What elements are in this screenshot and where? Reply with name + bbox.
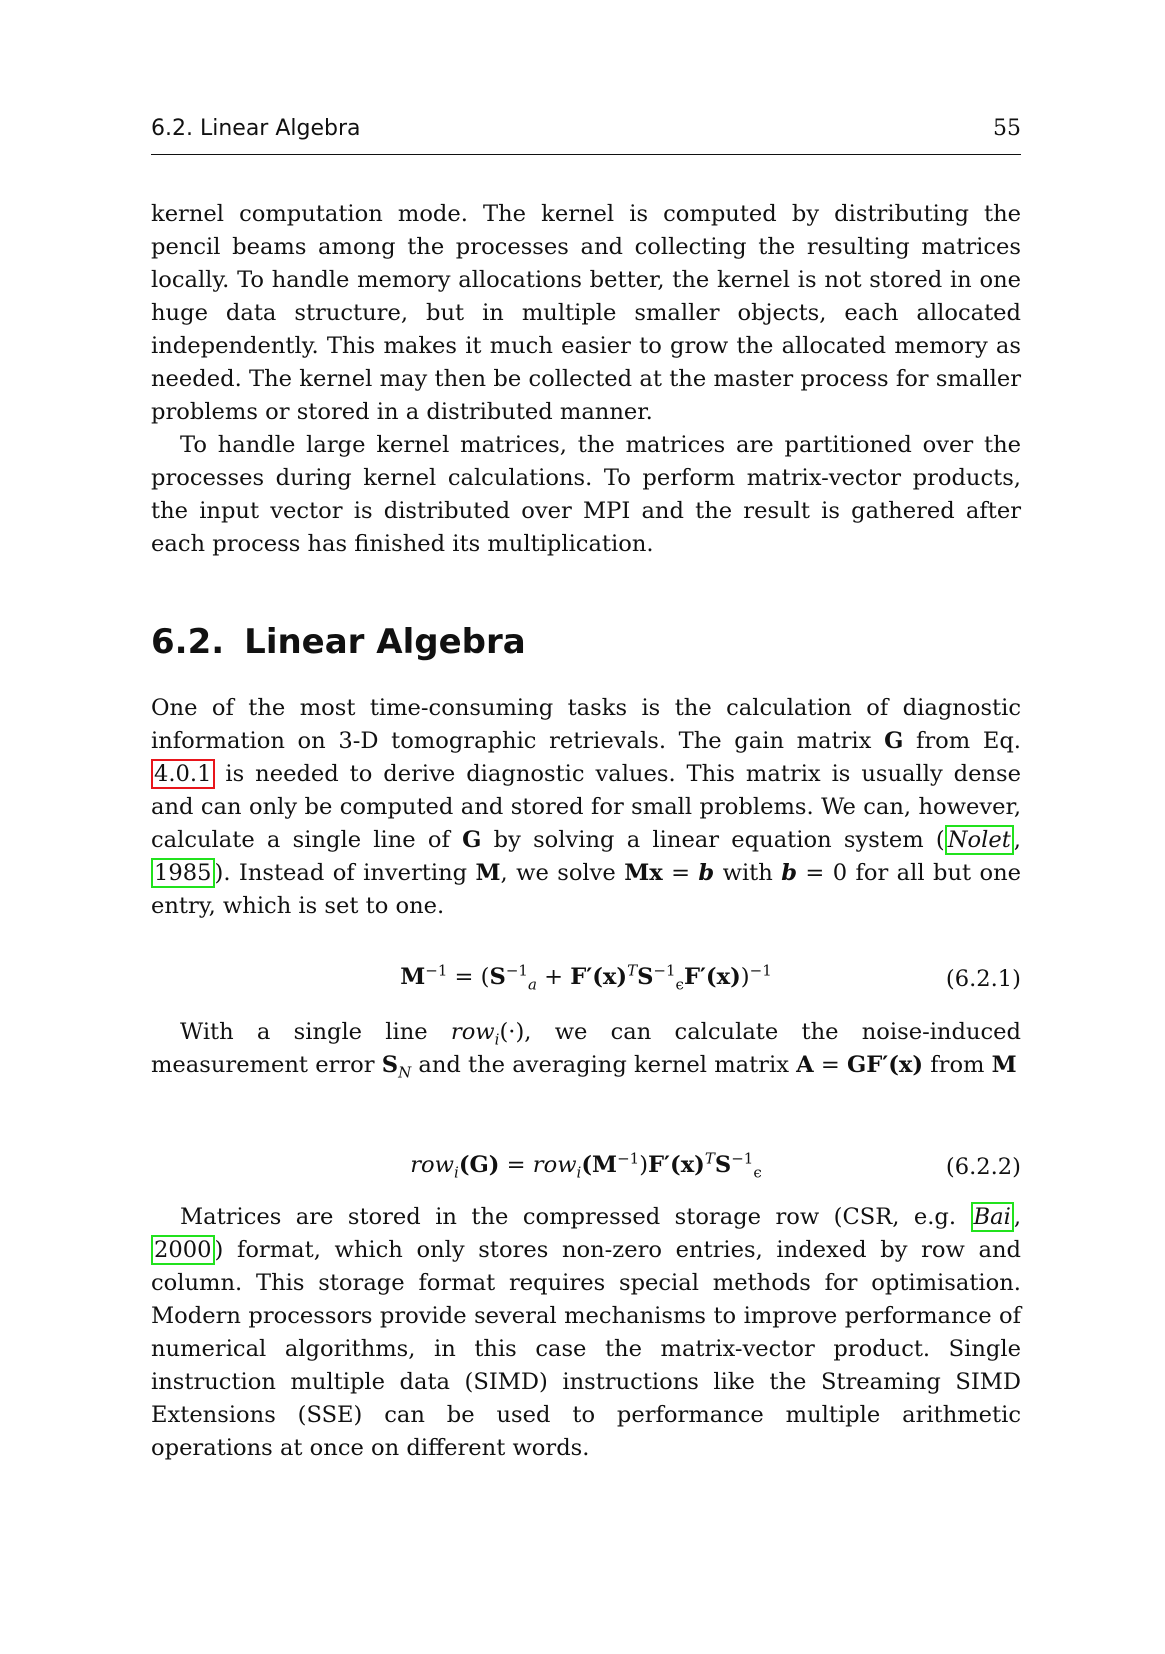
equation-6-2-2-math: $row_i(G) = row_i(M^{-1})F'(x)^TS^{-1}_\epsilon$ — [410, 1149, 762, 1182]
section-heading — [151, 622, 526, 662]
running-header — [151, 112, 1021, 155]
section-text — [151, 692, 1021, 923]
equation-6-2-1-math: $M^{-1} = (S^{-1}_a + F'(x)^TS^{-1}_\epsilon F'(x))^{-1}$ — [400, 961, 772, 994]
paragraph-kernel-computation: kernel computation mode. The kernel is computed by distributing the pencil beams among the processes and collecting the resulting matrices locally. To handle memory allocations better, the kernel is not stored in one huge data structure, but in multiple smaller objects, each allocated independently. This makes it much easier to grow the allocated memory as needed. The kernel may then be collected at the master process for smaller problems or stored in a distributed manner. — [151, 201, 1021, 425]
citation-link-nolet-author[interactable]: Nolet — [945, 825, 1014, 855]
citation-link-nolet-year[interactable]: 1985 — [151, 858, 215, 888]
equation-link-4-0-1[interactable]: 4.0.1 — [151, 759, 215, 789]
equation-6-2-1 — [151, 962, 1021, 1002]
paragraph-single-line: With a single line row$_i$(·), we can calculate the noise-induced measurement error $S_N$ and the averaging kernel matrix A = GF′(x) from M — [151, 1019, 1021, 1082]
header-section-title: 6.2. Linear Algebra — [151, 116, 361, 141]
paragraph-diagnostics: One of the most time-consuming tasks is the calculation of diagnostic information on 3-D tomographic retrievals. The gain matrix G from Eq. 4.0.1 is needed to derive diagnostic values. This matrix is usually dense and can only be computed and stored for small problems. We can, however, calculate a single line of G by solving a linear equation system ( Nolet , 1985 ). Instead of inverting M, we solve Mx = b with b = 0 for all but one entry, which is set to one. — [151, 695, 1022, 919]
intro-text — [151, 198, 1021, 561]
section-title-text: Linear Algebra — [244, 622, 526, 662]
equation-number: (6.2.2) — [945, 1154, 1021, 1180]
section-number: 6.2. — [151, 622, 225, 662]
citation-link-bai-year[interactable]: 2000 — [151, 1235, 215, 1265]
csr-text — [151, 1201, 1021, 1465]
equation-number: (6.2.1) — [945, 966, 1021, 992]
paragraph-csr-storage: Matrices are stored in the compressed storage row (CSR, e.g. Bai , 2000 ) format, which only stores non-zero entries, indexed by row and column. This storage format requires special methods for optimisation. Modern processors provide several mechanisms to improve performance of numerical algorithms, in this case the matrix-vector product. Single instruction multiple data (SIMD) instructions like the Streaming SIMD Extensions (SSE) can be used to performance multiple arithmetic operations at once on different words. — [151, 1204, 1021, 1461]
page-number: 55 — [993, 116, 1021, 141]
averaging-kernel-text — [151, 1016, 1021, 1082]
citation-link-bai-author[interactable]: Bai — [971, 1202, 1014, 1232]
paragraph-kernel-partition: To handle large kernel matrices, the matrices are partitioned over the processes during kernel calculations. To perform matrix-vector products, the input vector is distributed over MPI and the result is gathered after each process has finished its multiplication. — [151, 432, 1021, 557]
equation-6-2-2 — [151, 1150, 1021, 1190]
